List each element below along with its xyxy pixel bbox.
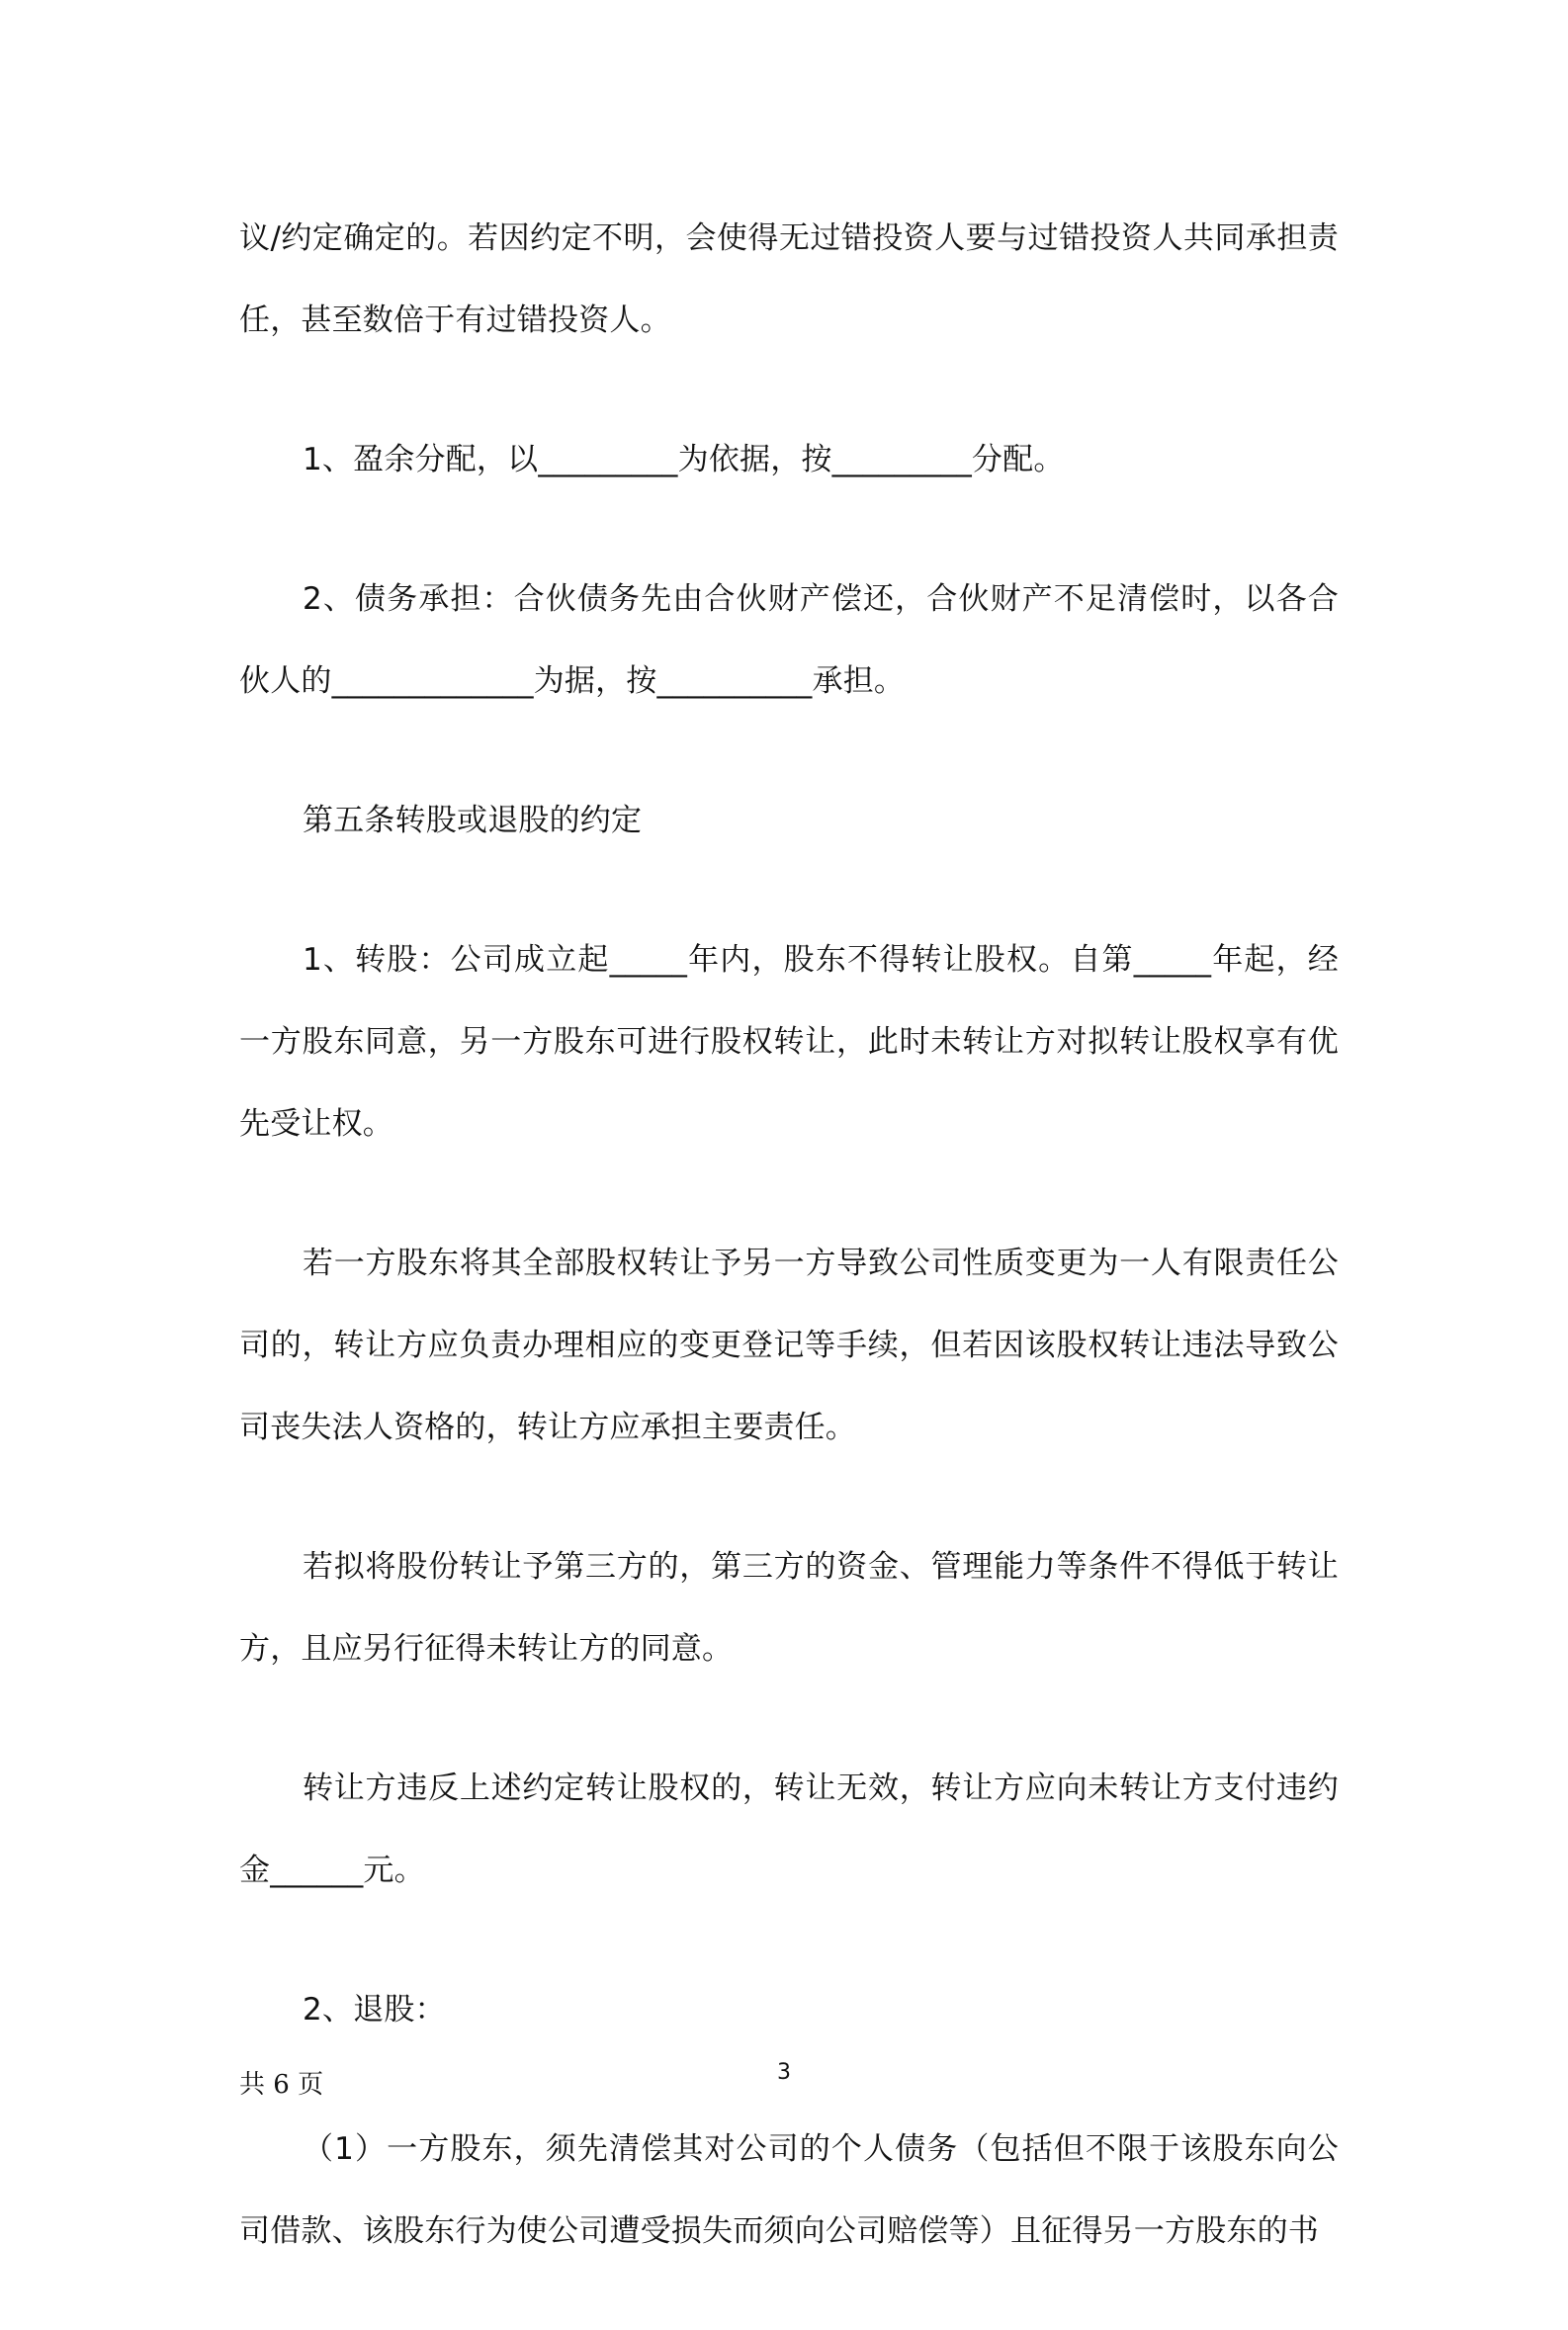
section-heading-article-5: 第五条转股或退股的约定 xyxy=(303,803,643,838)
paragraph-breach-penalty: 转让方违反上述约定转让股权的，转让无效，转让方应向未转让方支付违约金______元。 xyxy=(239,1770,1339,1888)
paragraph-withdrawal-condition-1: （1）一方股东，须先清偿其对公司的个人债务（包括但不限于该股东向公司借款、该股东行为使公司遭受损失而须向公司赔偿等）且征得另一方股东的书 xyxy=(239,2131,1339,2249)
footer-page-number: 3 xyxy=(777,2060,791,2085)
paragraph-third-party-transfer: 若拟将股份转让予第三方的，第三方的资金、管理能力等条件不得低于转让方，且应另行征得未转让方的同意。 xyxy=(239,1549,1339,1667)
footer-total-pages: 共 6 页 xyxy=(239,2070,324,2100)
paragraph-debt-liability: 2、债务承担：合伙债务先由合伙财产偿还，合伙财产不足清偿时，以各合伙人的_____________为据，按__________承担。 xyxy=(239,581,1339,699)
document-body xyxy=(239,198,1339,2330)
paragraph-continuation: 议/约定确定的。若因约定不明，会使得无过错投资人要与过错投资人共同承担责任，甚至数倍于有过错投资人。 xyxy=(239,220,1339,338)
paragraph-sole-shareholder-transfer: 若一方股东将其全部股权转让予另一方导致公司性质变更为一人有限责任公司的，转让方应负责办理相应的变更登记等手续，但若因该股权转让违法导致公司丧失法人资格的，转让方应承担主要责任。 xyxy=(239,1246,1339,1445)
paragraph-profit-distribution: 1、盈余分配，以_________为依据，按_________分配。 xyxy=(303,442,1065,477)
paragraph-withdrawal-heading: 2、退股： xyxy=(303,1992,446,2028)
paragraph-share-transfer: 1、转股：公司成立起_____年内，股东不得转让股权。自第_____年起，经一方股东同意，另一方股东可进行股权转让，此时未转让方对拟转让股权享有优先受让权。 xyxy=(239,942,1339,1142)
